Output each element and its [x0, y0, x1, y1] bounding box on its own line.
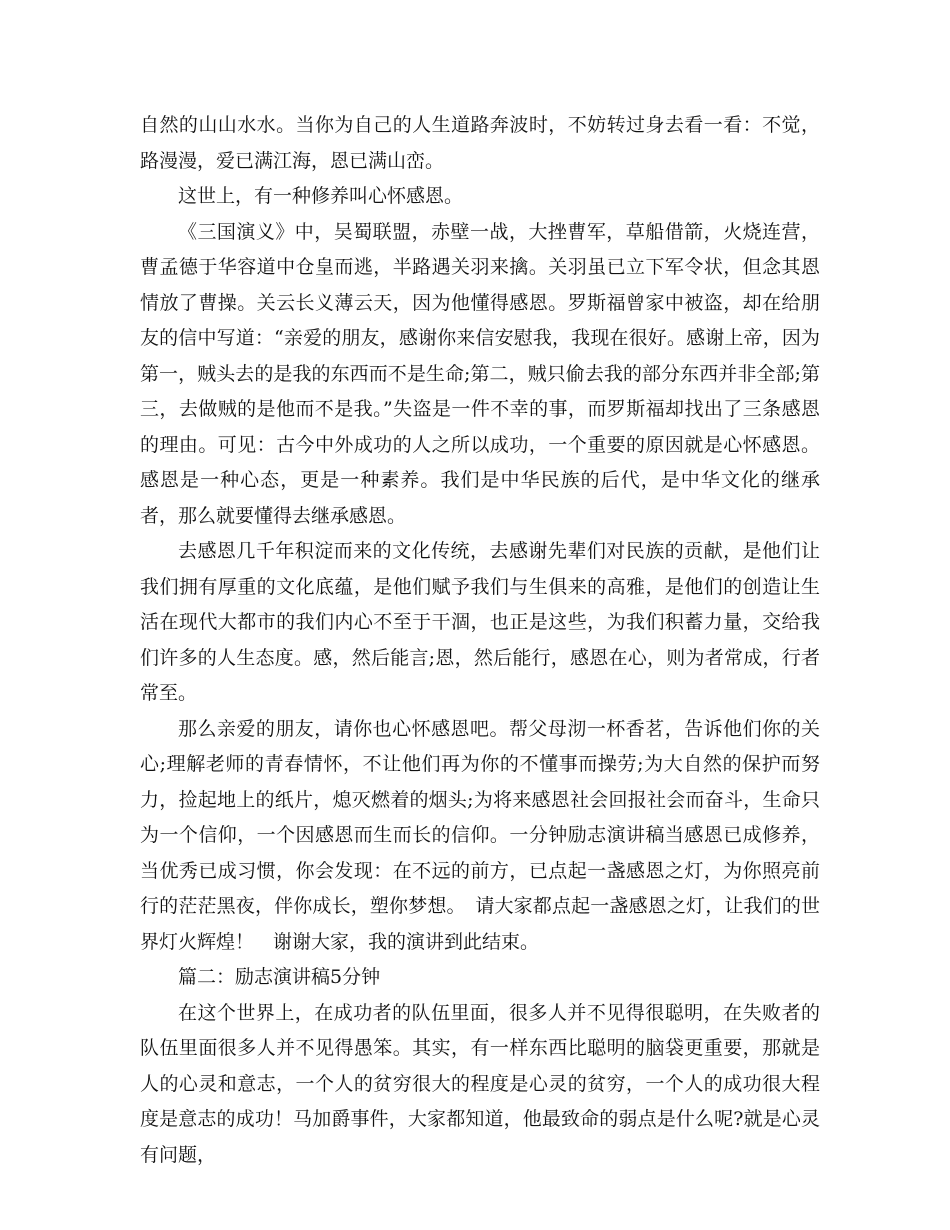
- paragraph-gratitude-cultivation: 这世上，有一种修养叫心怀感恩。: [178, 185, 464, 207]
- paragraph-three-kingdoms: 《三国演义》中，吴蜀联盟，赤壁一战，大挫曹军，草船借箭，火烧连营，曹孟德于华容道中仓皇而逃，半路遇关羽来擒。关羽虽已立下军令状，但念其恩情放了曹操。关云长义薄云天，因为他懂得感恩。罗斯福曾家中被盗，却在给朋友的信中写道：“亲爱的朋友，感谢你来信安慰我，我现在很好。感谢上帝，因为第一，贼头去的是我的东西而不是生命;第二，贼只偷去我的部分东西并非全部;第三，去做贼的是他而不是我。”失盗是一件不幸的事，而罗斯福却找出了三条感恩的理由。可见：古今中外成功的人之所以成功，一个重要的原因就是心怀感恩。感恩是一种心态，更是一种素养。我们是中华民族的后代，是中华文化的继承者，那么就要懂得去继承感恩。: [140, 220, 820, 527]
- paragraph-success-will: 在这个世界上，在成功者的队伍里面，很多人并不见得很聪明，在失败者的队伍里面很多人并不见得愚笨。其实，有一样东西比聪明的脑袋更重要，那就是人的心灵和意志，一个人的贫穷很大的程度是心灵的贫穷，一个人的成功很大程度是意志的成功！马加爵事件，大家都知道，他最致命的弱点是什么呢?就是心灵有问题，: [140, 1001, 820, 1166]
- section-heading: 篇二：励志演讲稿5分钟: [178, 966, 381, 988]
- paragraph-cultural-tradition: 去感恩几千年积淀而来的文化传统，去感谢先辈们对民族的贡献，是他们让我们拥有厚重的文化底蕴，是他们赋予我们与生俱来的高雅，是他们的创造让生活在现代大都市的我们内心不至于干涸，也正是这些，为我们积蓄力量，交给我们许多的人生态度。感，然后能言;恩，然后能行，感恩在心，则为者常成，行者常至。: [140, 540, 820, 704]
- document-page: [140, 108, 820, 1173]
- paragraph-closing-appeal: 那么亲爱的朋友，请你也心怀感恩吧。帮父母沏一杯香茗，告诉他们你的关心;理解老师的青春情怀，不让他们再为你的不懂事而操劳;为大自然的保护而努力，捡起地上的纸片，熄灭燃着的烟头;为将来感恩社会回报社会而奋斗，生命只为一个信仰，一个因感恩而生而长的信仰。一分钟励志演讲稿当感恩已成修养，当优秀已成习惯，你会发现：在不远的前方，已点起一盏感恩之灯，为你照亮前行的茫茫黑夜，伴你成长，塑你梦想。 请大家都点起一盏感恩之灯，让我们的世界灯火辉煌！ 谢谢大家，我的演讲到此结束。: [140, 717, 820, 953]
- paragraph-continued: 自然的山山水水。当你为自己的人生道路奔波时，不妨转过身去看一看：不觉，路漫漫，爱已满江海，恩已满山峦。: [140, 114, 820, 172]
